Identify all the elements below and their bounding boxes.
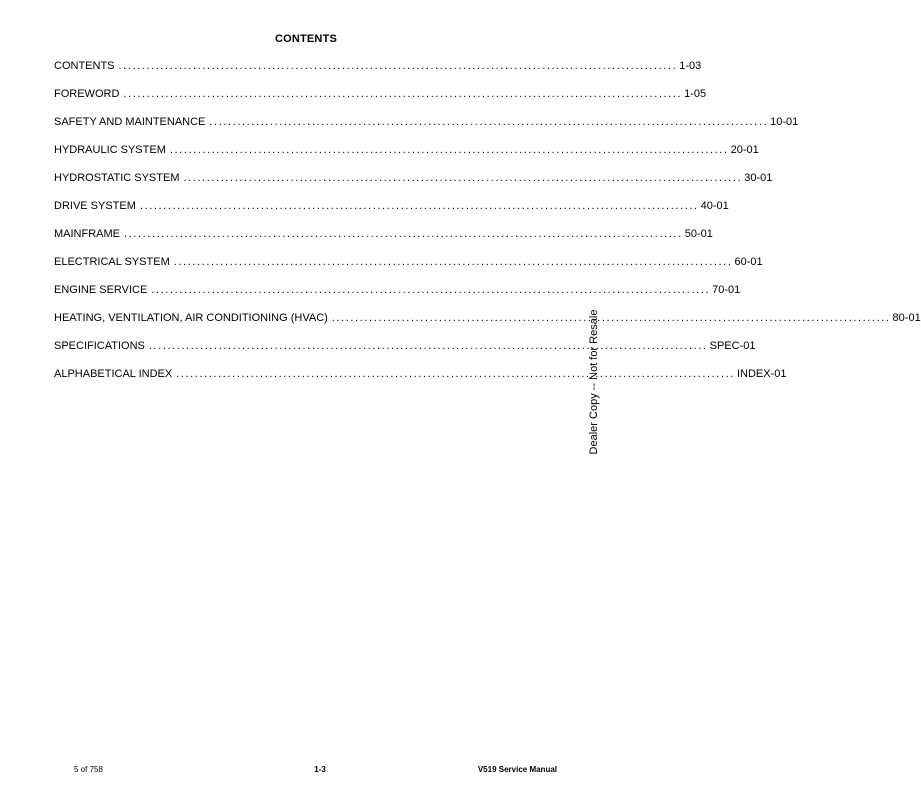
toc-entry-page: 20-01 <box>730 144 759 156</box>
toc-entry-title: ENGINE SERVICE <box>54 284 148 296</box>
toc-entry-page: INDEX-01 <box>736 368 787 380</box>
toc-entry-page: 80-01 <box>892 312 921 324</box>
toc-entry[interactable] <box>54 88 707 116</box>
toc-entry-page: 30-01 <box>744 172 773 184</box>
toc-entry-title: SPECIFICATIONS <box>54 340 145 352</box>
toc-entry[interactable] <box>54 368 787 396</box>
toc-entry[interactable] <box>54 172 773 200</box>
toc-entry[interactable] <box>54 256 763 284</box>
toc-entry[interactable] <box>54 284 741 312</box>
toc-entry-page: 40-01 <box>700 200 729 212</box>
dot-leader: ........................................................................................................................ <box>169 144 729 156</box>
toc-entry-title: SAFETY AND MAINTENANCE <box>54 116 206 128</box>
dot-leader: ........................................................................................................................ <box>331 312 891 324</box>
toc-entry-title: HEATING, VENTILATION, AIR CONDITIONING (HVAC) <box>54 312 328 324</box>
toc-entry[interactable] <box>54 228 713 256</box>
toc-entry-title: HYDROSTATIC SYSTEM <box>54 172 180 184</box>
dot-leader: ........................................................................................................................ <box>151 284 711 296</box>
watermark: Dealer Copy -- Not for Resale <box>588 309 600 455</box>
dot-leader: ........................................................................................................................ <box>148 340 708 352</box>
dot-leader: ........................................................................................................................ <box>209 116 769 128</box>
toc-entry-title: HYDRAULIC SYSTEM <box>54 144 166 156</box>
toc-entry[interactable] <box>54 144 759 172</box>
toc-entry-title: FOREWORD <box>54 88 120 100</box>
toc-entry-page: 60-01 <box>734 256 763 268</box>
dot-leader: ........................................................................................................................ <box>173 256 733 268</box>
dot-leader: ........................................................................................................................ <box>176 368 735 380</box>
toc-entry-title: DRIVE SYSTEM <box>54 200 136 212</box>
dot-leader: ........................................................................................................................ <box>139 200 699 212</box>
toc-entry-title: MAINFRAME <box>54 228 120 240</box>
toc-entry-title: CONTENTS <box>54 60 115 72</box>
toc-entry-page: 50-01 <box>684 228 713 240</box>
toc-entry-page: 1-05 <box>684 88 707 100</box>
toc-entry-page: 70-01 <box>712 284 741 296</box>
toc-entry-page: 1-03 <box>679 60 702 72</box>
footer-page-number: 1-3 <box>314 765 326 774</box>
dot-leader: ........................................................................................................................ <box>123 88 683 100</box>
toc-entry[interactable] <box>54 312 921 340</box>
footer-page-count: 5 of 758 <box>74 765 103 774</box>
toc-entry[interactable] <box>54 60 702 88</box>
toc-entry-page: 10-01 <box>770 116 799 128</box>
toc-entry-page: SPEC-01 <box>709 340 756 352</box>
toc-entry[interactable] <box>54 200 729 228</box>
dot-leader: ........................................................................................................................ <box>124 228 683 240</box>
dot-leader: ........................................................................................................................ <box>183 172 743 184</box>
dot-leader: ........................................................................................................................ <box>118 60 678 72</box>
toc-entry-title: ELECTRICAL SYSTEM <box>54 256 170 268</box>
page-title: CONTENTS <box>274 33 338 45</box>
toc-entry[interactable] <box>54 340 756 368</box>
footer-manual-title: V519 Service Manual <box>477 765 557 774</box>
toc-entry[interactable] <box>54 116 799 144</box>
toc-entry-title: ALPHABETICAL INDEX <box>54 368 173 380</box>
